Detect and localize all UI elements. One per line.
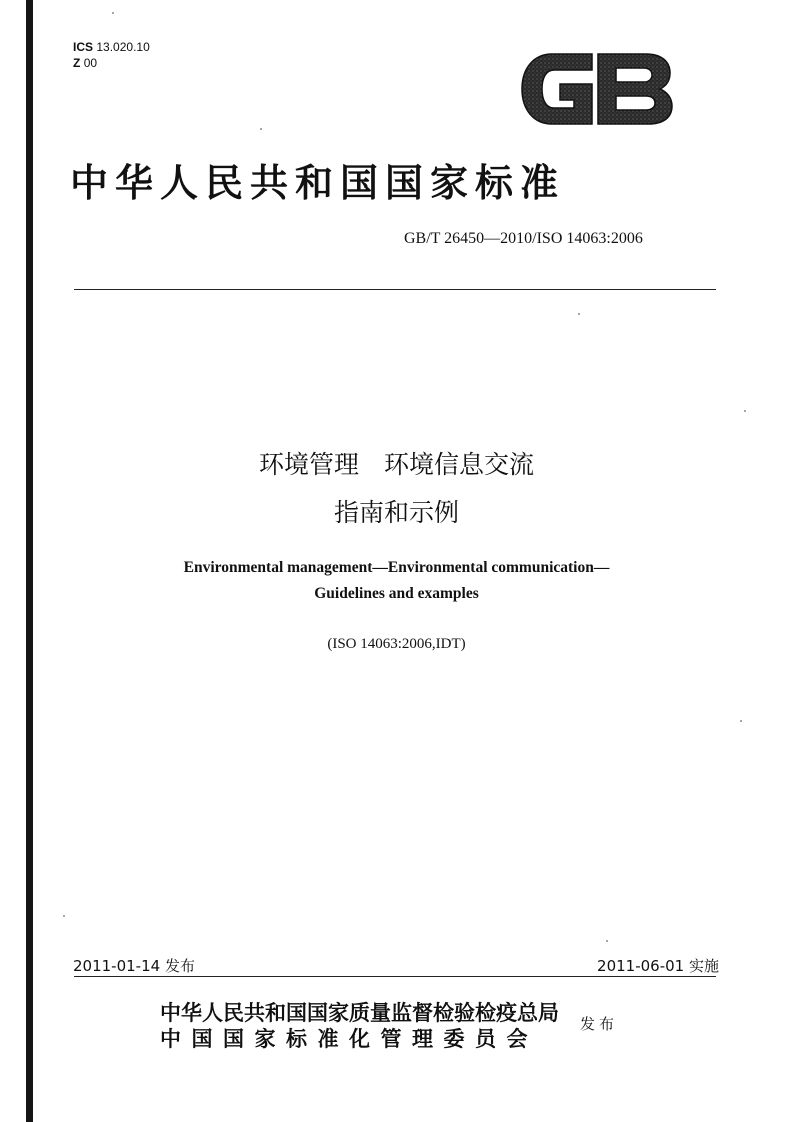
- scan-speck: [744, 410, 746, 412]
- national-standard-title: 中华人民共和国国家标准: [70, 160, 566, 205]
- gb-logo: [516, 46, 676, 132]
- chinese-title-line-1: 环境管理 环境信息交流: [258, 450, 534, 479]
- classification-code: 00: [83, 56, 98, 70]
- implementation-date: 2011-06-01 实施: [597, 957, 719, 975]
- scan-speck: [112, 12, 114, 14]
- scan-speck: [260, 128, 262, 130]
- issuer-line-1: 中华人民共和国国家质量监督检验检疫总局: [160, 1000, 559, 1025]
- scan-speck: [63, 915, 65, 917]
- ics-code: 13.020.10: [96, 40, 150, 54]
- gb-logo-letter-b: [598, 54, 672, 124]
- adoption-note: (ISO 14063:2006,IDT): [327, 636, 466, 652]
- publish-label: 发布: [580, 1015, 619, 1033]
- footer-divider: [74, 976, 716, 977]
- classification-prefix: Z: [73, 56, 81, 70]
- issuer-line-2: 中国国家标准化管理委员会: [160, 1026, 538, 1051]
- scan-speck: [578, 313, 580, 315]
- gb-logo-letter-g: [522, 54, 592, 124]
- header-divider: [74, 289, 716, 290]
- standard-number: GB/T 26450—2010/ISO 14063:2006: [404, 230, 643, 247]
- ics-line: [73, 39, 150, 55]
- classification-line: [73, 55, 150, 71]
- english-title-line-1: Environmental management—Environmental communication—: [183, 559, 610, 576]
- ics-block: [73, 39, 150, 71]
- scan-speck: [606, 940, 608, 942]
- chinese-title-line-2: 指南和示例: [333, 498, 459, 527]
- scan-speck: [740, 720, 742, 722]
- issue-date: 2011-01-14 发布: [73, 957, 195, 975]
- ics-prefix: ICS: [73, 40, 94, 54]
- english-title-line-2: Guidelines and examples: [314, 585, 479, 602]
